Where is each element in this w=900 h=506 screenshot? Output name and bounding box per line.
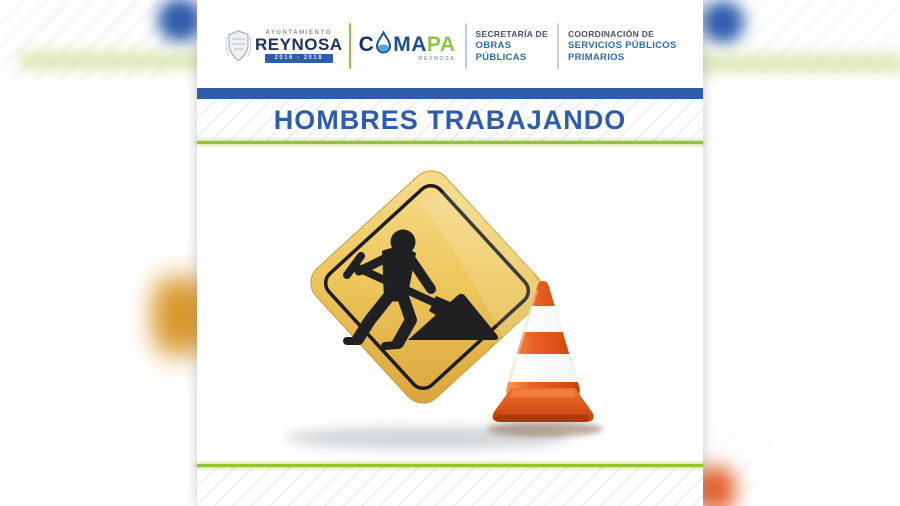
ayuntamiento-label: AYUNTAMIENTO bbox=[265, 29, 332, 36]
title-band bbox=[197, 99, 703, 141]
header-divider bbox=[349, 23, 351, 69]
page-title: HOMBRES TRABAJANDO bbox=[273, 104, 627, 135]
blurred-right-strip bbox=[703, 0, 900, 506]
reynosa-period-ribbon: 2016 - 2018 bbox=[265, 54, 334, 63]
comapa-city-label: REYNOSA bbox=[418, 55, 456, 62]
institutional-header bbox=[197, 10, 703, 82]
blurred-green-band bbox=[703, 48, 900, 78]
reynosa-crest-icon bbox=[225, 29, 252, 63]
blurred-hatch-texture bbox=[713, 430, 773, 506]
comapa-letter-c: C bbox=[358, 32, 375, 56]
reynosa-wordmark bbox=[255, 30, 343, 63]
flyer-card bbox=[197, 0, 703, 506]
reynosa-logo bbox=[225, 29, 343, 63]
blurred-left-strip bbox=[0, 0, 197, 506]
reynosa-name: REYNOSA bbox=[255, 34, 343, 54]
comapa-letters-pa: PA bbox=[426, 32, 456, 56]
coordinacion-line3: PRIMARIOS bbox=[567, 51, 625, 63]
comapa-letters-ma: MA bbox=[393, 32, 427, 56]
comapa-wordmark bbox=[359, 31, 456, 55]
blue-divider-bar bbox=[197, 88, 703, 99]
secretaria-block bbox=[476, 29, 548, 64]
header-divider bbox=[557, 23, 559, 69]
cone-shadow bbox=[487, 421, 603, 437]
coordinacion-line2: SERVICIOS PÚBLICOS bbox=[567, 40, 677, 52]
green-divider-line bbox=[197, 141, 703, 144]
coordinacion-block bbox=[568, 29, 677, 64]
secretaria-line3: PÚBLICAS bbox=[475, 51, 527, 63]
coordinacion-line1: COORDINACIÓN DE bbox=[567, 28, 655, 39]
header-divider bbox=[465, 23, 467, 69]
bottom-hatch-texture bbox=[197, 467, 703, 506]
water-drop-icon bbox=[375, 31, 392, 55]
blurred-blue-blob bbox=[703, 0, 751, 48]
roadworks-artwork bbox=[240, 150, 640, 460]
secretaria-line2: OBRAS bbox=[475, 40, 512, 52]
secretaria-line1: SECRETARÍA DE bbox=[475, 28, 548, 39]
comapa-logo bbox=[359, 31, 456, 62]
blurred-green-band bbox=[20, 46, 197, 74]
blurred-blue-blob bbox=[150, 0, 197, 46]
blurred-orange-blob bbox=[152, 252, 197, 380]
